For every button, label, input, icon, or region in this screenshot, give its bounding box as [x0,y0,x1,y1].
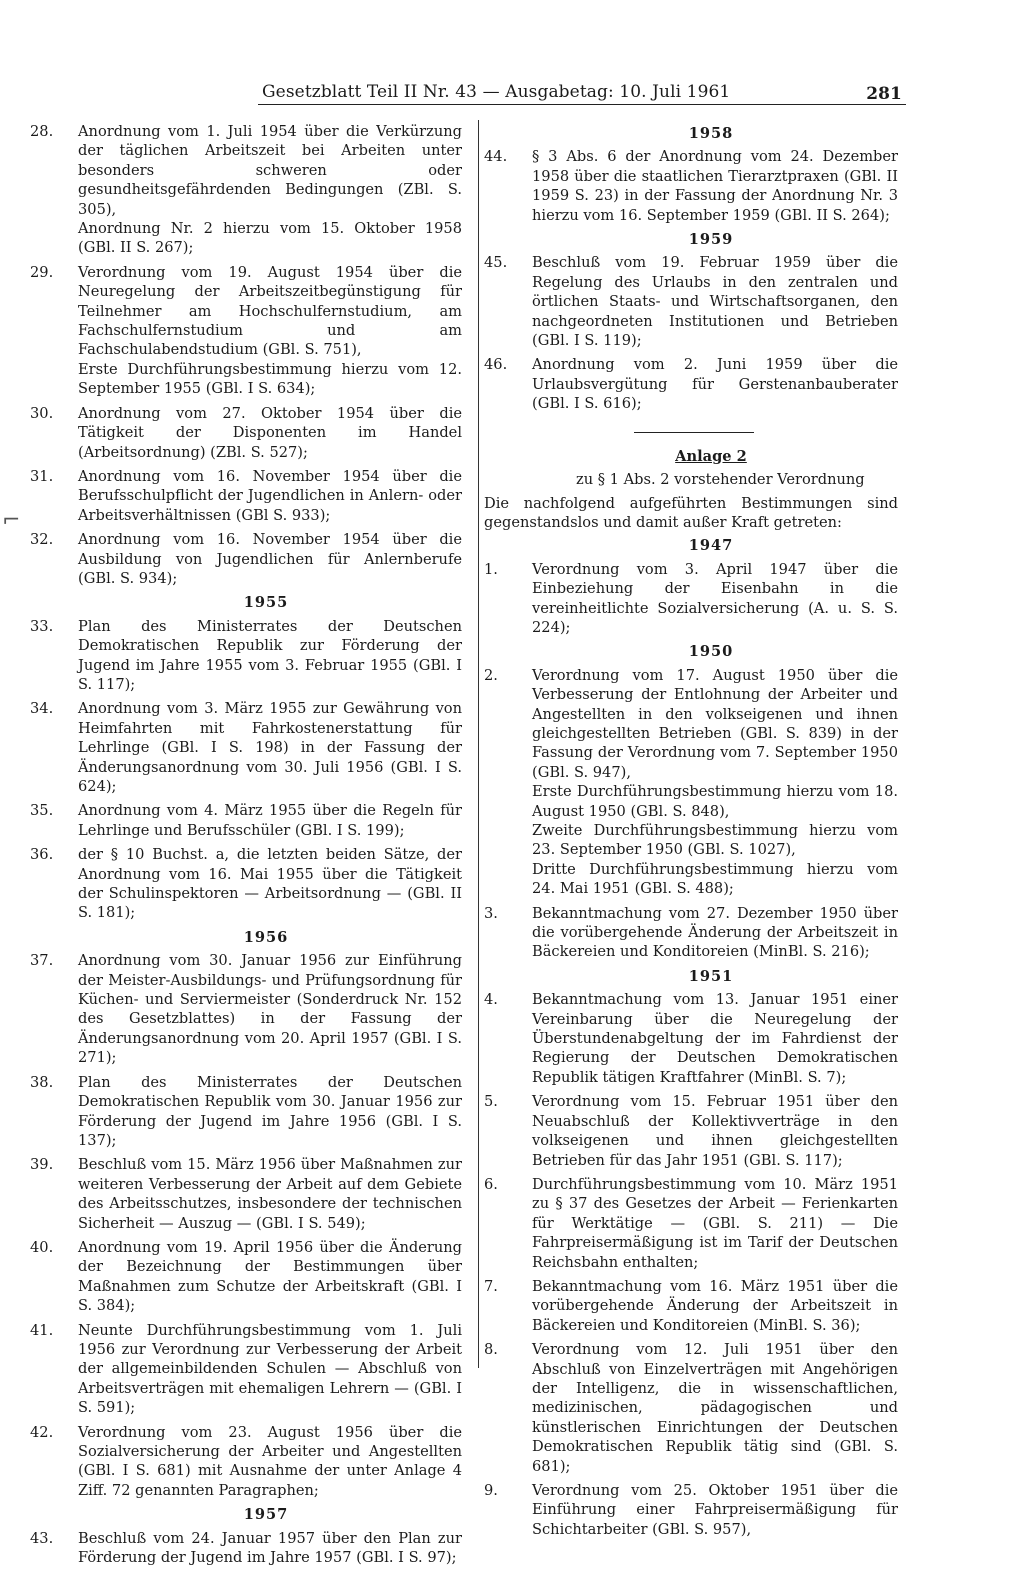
entry-number: 3. [484,904,498,922]
header-rule [258,104,906,105]
entry-text: Erste Durchführungsbestimmung hierzu vom 18. August 1950 (GBl. S. 848), [532,783,898,820]
year-heading: 1956 [243,928,289,946]
entry-text: Verordnung vom 17. August 1950 über die Verbesserung der Entlohnung der Arbeiter und Angestellten in den volkseigenen und ihnen gleichgestellten Betrieben (GBl. S. 839) in der Fassung der Verordnung vom 7. September 1950 (GBl. S. 947), [532,666,898,781]
entry-number: 32. [30,531,54,549]
entry-number: 43. [30,1529,54,1547]
entry-text: Beschluß vom 19. Februar 1959 über die Regelung des Urlaubs in den zentralen und örtlichen Staats- und Wirtschaftsorganen, den nachgeordneten Institutionen und Betrieben (GBl. I S. 119); [532,254,898,350]
entry-number: 29. [30,263,54,281]
entry-text: Dritte Durchführungsbestimmung hierzu vom 24. Mai 1951 (GBl. S. 488); [532,860,898,898]
anlage-reference: zu § 1 Abs. 2 vorstehender Verordnung [576,471,865,489]
entry-number: 38. [30,1073,54,1091]
year-heading: 1947 [688,537,734,555]
entry-number: 33. [30,617,54,635]
right-entries-e [484,990,898,1539]
entry-number: 36. [30,846,54,864]
entry-number: 45. [484,254,508,272]
entry-text: Anordnung vom 2. Juni 1959 über die Urlaubsvergütung für Gerstenanbauberater (GBl. I S. 616); [532,356,898,413]
entry-text: § 3 Abs. 6 der Anordnung vom 24. Dezember 1958 über die staatlichen Tierarztpraxen (GBl. II 1959 S. 23) in der Fassung der Anordnung Nr. 3 hierzu vom 16. September 1959 (GBl. II S. 264); [532,148,898,224]
list-entry [30,467,462,525]
entry-text: Erste Durchführungsbestimmung hierzu vom 12. September 1955 (GBl. I S. 634); [78,360,462,398]
entry-number: 28. [30,123,54,140]
list-entry [484,1277,898,1335]
entry-text: Plan des Ministerrates der Deutschen Demokratischen Republik vom 30. Januar 1956 zur Förderung der Jugend im Jahre 1956 (GBl. I S. 137); [78,1073,462,1149]
entry-number: 46. [484,356,508,374]
entry-number: 7. [484,1277,498,1295]
year-heading: 1958 [688,125,734,142]
year-heading: 1950 [688,643,734,661]
entry-text: Bekanntmachung vom 27. Dezember 1950 über die vorübergehende Änderung der Arbeitszeit in Bäckereien und Konditoreien (MinBl. S. 216); [532,904,898,961]
entry-number: 39. [30,1156,54,1174]
entry-text: Anordnung vom 27. Oktober 1954 über die Tätigkeit der Disponenten im Handel (Arbeitsordnung) (ZBl. S. 527); [78,404,462,461]
entry-number: 40. [30,1238,54,1256]
entry-text: Durchführungsbestimmung vom 10. März 1951 zu § 37 des Gesetzes der Arbeit — Ferienkarten für Werktätige — (GBl. S. 211) — Die Fahrpreisermäßigung ist im Tarif der Deutschen Reichsbahn enthalten; [532,1175,898,1271]
entry-text: Anordnung vom 16. November 1954 über die Berufsschulpflicht der Jugendlichen in Anlern- oder Arbeitsverhältnissen (GBl S. 933); [78,467,462,524]
anlage-intro: Die nachfolgend aufgeführten Bestimmungen sind gegenstandslos und damit außer Kraft getreten: [484,494,898,531]
entry-text: Verordnung vom 12. Juli 1951 über den Abschluß von Einzelverträgen mit Angehörigen der Intelligenz, die in wissenschaftlichen, medizinischen, pädagogischen und künstlerischen Einrichtungen der Deutschen Demokratischen Republik tätig sind (GBl. S. 681); [532,1341,898,1475]
list-entry [484,355,898,413]
entry-text: Verordnung vom 25. Oktober 1951 über die Einführung einer Fahrpreisermäßigung für Schichtarbeiter (GBl. S. 957), [532,1482,898,1538]
entry-number: 4. [484,991,498,1009]
entry-number: 37. [30,952,54,970]
column-divider [478,120,479,1368]
page-number: 281 [866,84,902,104]
margin-mark: ⌐ [2,508,21,533]
entry-number: 9. [484,1482,498,1499]
left-entries-d [30,1529,462,1568]
list-entry [30,530,462,588]
entry-text: Verordnung vom 23. August 1956 über die Sozialversicherung der Arbeiter und Angestellten (GBl. I S. 681) mit Ausnahme der unter Anlage 4 Ziff. 72 genannten Paragraphen; [78,1423,462,1499]
entry-text: Anordnung vom 1. Juli 1954 über die Verkürzung der täglichen Arbeitszeit bei Arbeiten unter besonders schweren oder gesundheitsgefährdenden Bedingungen (ZBl. S. 305), [78,123,462,218]
list-entry [30,1529,462,1568]
right-entries-a [484,147,898,225]
right-entries-b [484,253,898,413]
list-entry [484,904,898,962]
entry-number: 5. [484,1093,498,1111]
list-entry [30,263,462,399]
list-entry [30,1321,462,1418]
entry-text: Bekanntmachung vom 16. März 1951 über die vorübergehende Änderung der Arbeitszeit in Bäckereien und Konditoreien (MinBl. S. 36); [532,1277,898,1334]
list-entry [30,699,462,796]
anlage-title: Anlage 2 [675,447,747,465]
list-entry [30,801,462,840]
entry-text: Anordnung vom 19. April 1956 über die Änderung der Bezeichnung der Bestimmungen über Maßnahmen zum Schutze der Arbeitskraft (GBl. I S. 384); [78,1238,462,1315]
entry-text: Verordnung vom 19. August 1954 über die Neuregelung der Arbeitszeitbegünstigung für Teilnehmer am Hochschulfernstudium, am Fachschulfernstudium und am Fachschulabendstudium (GBl. S. 751), [78,263,462,359]
right-entries-c [484,560,898,638]
year-heading: 1951 [688,967,734,985]
entry-number: 30. [30,404,54,422]
left-column [30,122,462,1572]
list-entry [30,1423,462,1501]
entry-text: Verordnung vom 3. April 1947 über die Einbeziehung der Eisenbahn in die vereinheitlichte Sozialversicherung (A. u. S. S. 224); [532,560,898,636]
entry-number: 41. [30,1321,54,1339]
entry-number: 31. [30,467,54,485]
right-entries-d [484,666,898,962]
list-entry [484,253,898,350]
entry-number: 42. [30,1423,54,1441]
list-entry [484,1481,898,1539]
entry-text: Bekanntmachung vom 13. Januar 1951 einer Vereinbarung über die Neuregelung der Überstundenabgeltung der im Fahrdienst der Regierung der Deutschen Demokratischen Republik tätigen Kraftfahrer (MinBl. S. 7); [532,991,898,1086]
entry-text: Plan des Ministerrates der Deutschen Demokratischen Republik zur Förderung der Jugend im Jahre 1955 vom 3. Februar 1955 (GBl. I S. 117); [78,617,462,693]
entry-text: Neunte Durchführungsbestimmung vom 1. Juli 1956 zur Verordnung zur Verbesserung der Arbeit der allgemeinbildenden Schulen — Abschluß von Arbeitsverträgen mit ehemaligen Lehrern — (GBl. I S. 591); [78,1321,462,1417]
list-entry [30,951,462,1067]
entry-text: der § 10 Buchst. a, die letzten beiden Sätze, der Anordnung vom 16. Mai 1955 über die Tätigkeit der Schulinspektoren — Arbeitsordnung — (GBl. II S. 181); [78,846,462,922]
list-entry [30,617,462,695]
entry-number: 8. [484,1341,498,1359]
left-entries-b [30,617,462,923]
entry-text: Anordnung vom 4. März 1955 über die Regeln für Lehrlinge und Berufsschüler (GBl. I S. 199); [78,802,462,839]
left-entries-a [30,122,462,588]
year-heading: 1957 [243,1506,289,1524]
entry-text: Anordnung Nr. 2 hierzu vom 15. Oktober 1958 (GBl. II S. 267); [78,220,462,257]
entry-text: Beschluß vom 15. März 1956 über Maßnahmen zur weiteren Verbesserung der Arbeit auf dem Gebiete des Arbeitsschutzes, insbesondere der technischen Sicherheit — Auszug — (GBl. I S. 549); [78,1156,462,1232]
year-heading: 1955 [243,594,289,612]
entry-text: Anordnung vom 30. Januar 1956 zur Einführung der Meister-Ausbildungs- und Prüfungsordnung für Küchen- und Serviermeister (Sonderdruck Nr. 152 des Gesetzblattes) in der Fassung der Änderungsanordnung vom 20. April 1957 (GBl. I S. 271); [78,952,462,1067]
left-entries-c [30,951,462,1500]
entry-text: Beschluß vom 24. Januar 1957 über den Plan zur Förderung der Jugend im Jahre 1957 (GBl. I S. 97); [78,1529,462,1567]
entry-text: Verordnung vom 15. Februar 1951 über den Neuabschluß der Kollektivverträge in den volkseigenen und ihnen gleichgestellten Betrieben für das Jahr 1951 (GBl. S. 117); [532,1093,898,1169]
list-entry [484,1092,898,1170]
list-entry [484,1175,898,1272]
list-entry [30,1073,462,1151]
list-entry [484,560,898,638]
list-entry [30,122,462,258]
entry-number: 35. [30,802,54,820]
page-header [262,78,902,106]
entry-text: Anordnung vom 16. November 1954 über die Ausbildung von Jugendlichen für Anlernberufe (GBl. S. 934); [78,531,462,587]
entry-number: 6. [484,1175,498,1193]
year-heading: 1959 [688,231,734,249]
list-entry [30,1238,462,1316]
list-entry [484,990,898,1087]
section-rule [634,432,754,433]
entry-number: 1. [484,560,498,578]
right-column [484,122,898,1544]
entry-text: Anordnung vom 3. März 1955 zur Gewährung von Heimfahrten mit Fahrkostenerstattung für Lehrlinge (GBl. I S. 198) in der Fassung der Änderungsanordnung vom 30. Juli 1956 (GBl. I S. 624); [78,700,462,795]
header-title: Gesetzblatt Teil II Nr. 43 — Ausgabetag: 10. Juli 1961 [262,82,731,102]
list-entry [30,1155,462,1233]
entry-number: 2. [484,666,498,684]
list-entry [30,845,462,923]
list-entry [484,147,898,225]
list-entry [484,1340,898,1476]
entry-number: 44. [484,148,508,166]
list-entry [484,666,898,899]
entry-number: 34. [30,700,54,718]
list-entry [30,404,462,462]
entry-text: Zweite Durchführungsbestimmung hierzu vom 23. September 1950 (GBl. S. 1027), [532,822,898,859]
